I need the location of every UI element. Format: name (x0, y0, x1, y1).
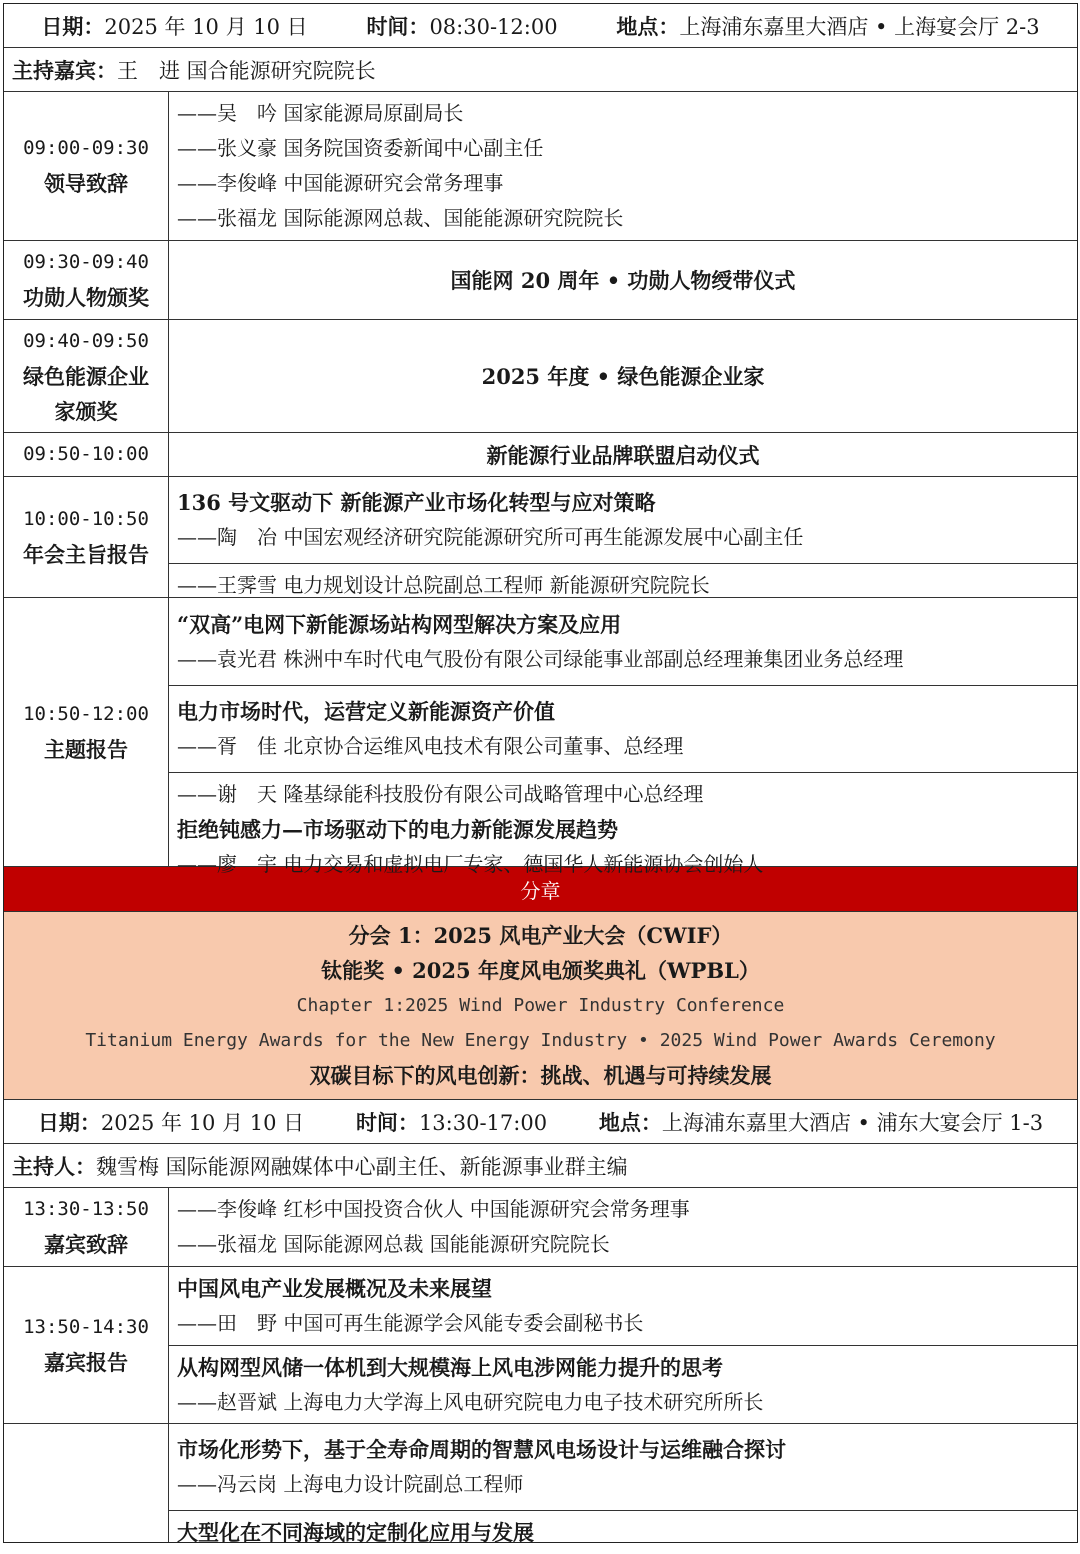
morning-date: 日期：2025 年 10 月 10 日 (41, 13, 308, 39)
banner-english-subtitle: Titanium Energy Awards for the New Energy Industry • 2025 Wind Power Awards Ceremony (85, 1030, 996, 1051)
session-row (4, 477, 1077, 598)
morning-info-row (4, 4, 1077, 48)
speaker-line: ——赵晋斌 上海电力大学海上风电研究院电力电子技术研究所所长 (177, 1390, 764, 1414)
banner-title: 分会 1：2025 风电产业大会（CWIF） (348, 923, 733, 948)
session-time-cell: 09:30-09:40 功勋人物颁奖 (4, 241, 169, 319)
talk-block (169, 773, 1077, 886)
sub-forum-banner (4, 912, 1077, 1100)
speaker-line: ——吴 吟 国家能源局原副局长 (177, 101, 464, 125)
banner-subtitle: 钛能奖 • 2025 年度风电颁奖典礼（WPBL） (321, 958, 760, 983)
session-time-cell: 09:50-10:00 (4, 433, 169, 476)
talk-block (169, 1424, 1077, 1511)
speaker-line: ——陶 冶 中国宏观经济研究院能源研究所可再生能源发展中心副主任 (177, 525, 804, 549)
afternoon-host-row: 主持人： 魏雪梅 国际能源网融媒体中心副主任、新能源事业群主编 (4, 1144, 1077, 1188)
session-content-cell (169, 92, 1077, 240)
session-time-cell: 13:50-14:30 嘉宾报告 (4, 1267, 169, 1423)
session-row (4, 1424, 1077, 1545)
speaker-line: ——王霁雪 电力规划设计总院副总工程师 新能源研究院院长 (177, 573, 710, 597)
session-row (4, 92, 1077, 241)
session-center-title: 国能网 20 周年 • 功勋人物绶带仪式 (450, 268, 796, 293)
morning-host-row: 主持嘉宾： 王 进 国合能源研究院院长 (4, 48, 1077, 92)
speaker-line: ——袁光君 株洲中车时代电气股份有限公司绿能事业部副总经理兼集团业务总经理 (177, 646, 904, 671)
talk-block (169, 1511, 1077, 1554)
session-center-title: 新能源行业品牌联盟启动仪式 (486, 442, 760, 468)
speaker-line: ——谢 天 隆基绿能科技股份有限公司战略管理中心总经理 (177, 782, 704, 806)
banner-theme: 双碳目标下的风电创新：挑战、机遇与可持续发展 (309, 1063, 772, 1088)
speaker-line: ——李俊峰 中国能源研究会常务理事 (177, 171, 504, 195)
session-time-cell (4, 1424, 169, 1542)
banner-english-title: Chapter 1:2025 Wind Power Industry Conference (296, 995, 785, 1016)
speaker-line: ——廖 宇 电力交易和虚拟电厂专家、德国华人新能源协会创始人 (177, 852, 764, 876)
session-center-title: 2025 年度 • 绿色能源企业家 (481, 364, 765, 389)
speaker-line: ——胥 佳 北京协合运维风电技术有限公司董事、总经理 (177, 734, 684, 758)
talk-topic: 大型化在不同海域的定制化应用与发展 (177, 1520, 534, 1545)
talk-topic: 市场化形势下，基于全寿命周期的智慧风电场设计与运维融合探讨 (177, 1437, 786, 1462)
talk-topic: 136 号文驱动下 新能源产业市场化转型与应对策略 (177, 490, 656, 515)
talk-topic: 从构网型风储一体机到大规模海上风电涉网能力提升的思考 (177, 1355, 723, 1380)
speaker-line: ——李俊峰 红杉中国投资合伙人 中国能源研究会常务理事 (177, 1197, 690, 1221)
morning-venue: 地点：上海浦东嘉里大酒店 • 上海宴会厅 2-3 (616, 13, 1040, 39)
session-row (4, 241, 1077, 320)
session-row (4, 598, 1077, 876)
speaker-line: ——张福龙 国际能源网总裁 国能能源研究院院长 (177, 1232, 610, 1256)
talk-block (169, 1346, 1077, 1424)
afternoon-date: 日期：2025 年 10 月 10 日 (37, 1109, 305, 1135)
session-time-cell: 10:00-10:50 年会主旨报告 (4, 477, 169, 597)
speaker-line: ——张义豪 国务院国资委新闻中心副主任 (177, 136, 544, 160)
session-row (4, 1267, 1077, 1424)
speaker-line: ——张福龙 国际能源网总裁、国能能源研究院院长 (177, 206, 624, 230)
afternoon-info-row (4, 1100, 1077, 1144)
section-bar: 分章 (4, 867, 1077, 912)
session-time-cell: 09:40-09:50 绿色能源企业家颁奖 (4, 320, 169, 432)
afternoon-time: 时间：13:30-17:00 (355, 1109, 548, 1135)
talk-topic: 拒绝钝感力—市场驱动下的电力新能源发展趋势 (177, 817, 618, 842)
speaker-line: ——冯云岗 上海电力设计院副总工程师 (177, 1472, 524, 1496)
session-time-cell: 09:00-09:30 领导致辞 (4, 92, 169, 240)
agenda-table (3, 3, 1078, 1543)
speaker-line: ——田 野 中国可再生能源学会风能专委会副秘书长 (177, 1311, 644, 1335)
afternoon-venue: 地点：上海浦东嘉里大酒店 • 浦东大宴会厅 1-3 (598, 1109, 1044, 1135)
session-row (4, 433, 1077, 477)
session-row (4, 320, 1077, 433)
talk-block (169, 598, 1077, 686)
talk-topic: 电力市场时代，运营定义新能源资产价值 (177, 699, 555, 724)
morning-time: 时间：08:30-12:00 (366, 13, 558, 39)
talk-block (169, 477, 1077, 564)
session-time-cell: 13:30-13:50 嘉宾致辞 (4, 1188, 169, 1266)
session-time-cell: 10:50-12:00 主题报告 (4, 598, 169, 866)
talk-topic: “双高”电网下新能源场站构网型解决方案及应用 (177, 611, 622, 637)
talk-topic: 中国风电产业发展概况及未来展望 (177, 1276, 492, 1301)
talk-block (169, 686, 1077, 773)
session-row (4, 1188, 1077, 1267)
talk-block (169, 1267, 1077, 1346)
